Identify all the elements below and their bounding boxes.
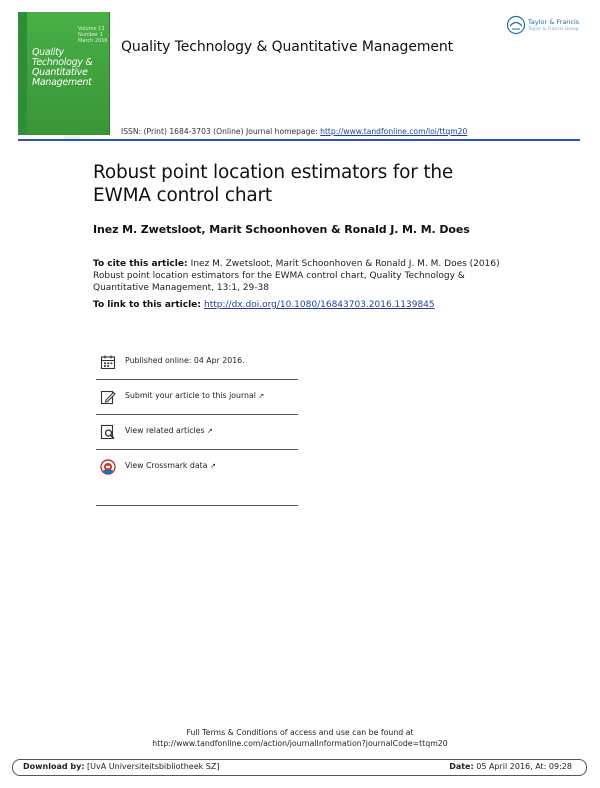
submit-article-row[interactable] (96, 379, 298, 415)
external-link-icon: ↗ (207, 427, 213, 435)
external-link-icon: ↗ (209, 462, 216, 470)
crossmark-row[interactable] (96, 449, 298, 506)
cover-title: Quality Technology & Quantitative Management (32, 47, 93, 88)
issn-line (121, 127, 467, 136)
download-date (449, 762, 572, 771)
doi-link[interactable]: http://dx.doi.org/10.1080/16843703.2016.1139845 (204, 300, 435, 310)
publisher-logo[interactable] (506, 15, 584, 37)
crossmark-link[interactable] (125, 461, 216, 470)
crossmark-label: View Crossmark data (125, 461, 208, 470)
related-articles-link[interactable] (125, 426, 213, 435)
cite-text: Inez M. Zwetsloot, Marit Schoonhoven & Ronald J. M. M. Does (2016) Robust point location estimators for the EWMA control chart, Quality Technology & Quantitative Management, 13:1, 29-38 (93, 259, 500, 293)
download-by-value: [UvA Universiteitsbibliotheek SZ] (84, 762, 220, 771)
publisher-name: Taylor & Francis (528, 18, 580, 26)
publisher-emblem-icon (506, 15, 526, 35)
crossmark-icon (100, 459, 116, 475)
publisher-subtitle: Taylor & Francis Group (528, 27, 579, 32)
submit-article-link[interactable] (125, 391, 264, 400)
pencil-icon (100, 389, 116, 405)
download-by (23, 762, 219, 771)
download-info-bar (12, 759, 587, 776)
published-online-row (96, 344, 298, 380)
terms-url[interactable]: http://www.tandfonline.com/action/journalInformation?journalCode=ttqm20 (152, 739, 448, 748)
terms-line-1: Full Terms & Conditions of access and use can be found at (186, 728, 414, 737)
header-divider (18, 139, 580, 141)
footer-terms (0, 727, 600, 749)
doi-line (93, 300, 435, 310)
journal-homepage-link[interactable]: http://www.tandfonline.com/loi/ttqm20 (320, 127, 468, 136)
citation-block (93, 258, 513, 294)
published-online-label: Published online: 04 Apr 2016. (125, 356, 245, 365)
cite-label: To cite this article: (93, 259, 191, 269)
search-document-icon (100, 424, 116, 440)
link-label: To link to this article: (93, 300, 205, 310)
cover-stripe (18, 12, 27, 135)
submit-article-label: Submit your article to this journal (125, 391, 256, 400)
issn-text: ISSN: (Print) 1684-3703 (Online) Journal homepage: (121, 127, 321, 136)
journal-cover-image[interactable] (18, 12, 110, 135)
download-date-value: 05 April 2016, At: 09:28 (473, 762, 572, 771)
article-authors: Inez M. Zwetsloot, Marit Schoonhoven & Ronald J. M. M. Does (93, 223, 470, 236)
download-by-label: Download by: (23, 762, 85, 771)
related-articles-label: View related articles (125, 426, 205, 435)
related-articles-row[interactable] (96, 414, 298, 450)
download-date-label: Date: (449, 762, 474, 771)
external-link-icon: ↗ (258, 392, 265, 400)
cover-volume: Volume 13 Number 1 March 2016 (78, 26, 108, 44)
journal-title: Quality Technology & Quantitative Management (121, 39, 454, 55)
article-title: Robust point location estimators for the EWMA control chart (93, 162, 454, 206)
calendar-icon (100, 354, 116, 370)
